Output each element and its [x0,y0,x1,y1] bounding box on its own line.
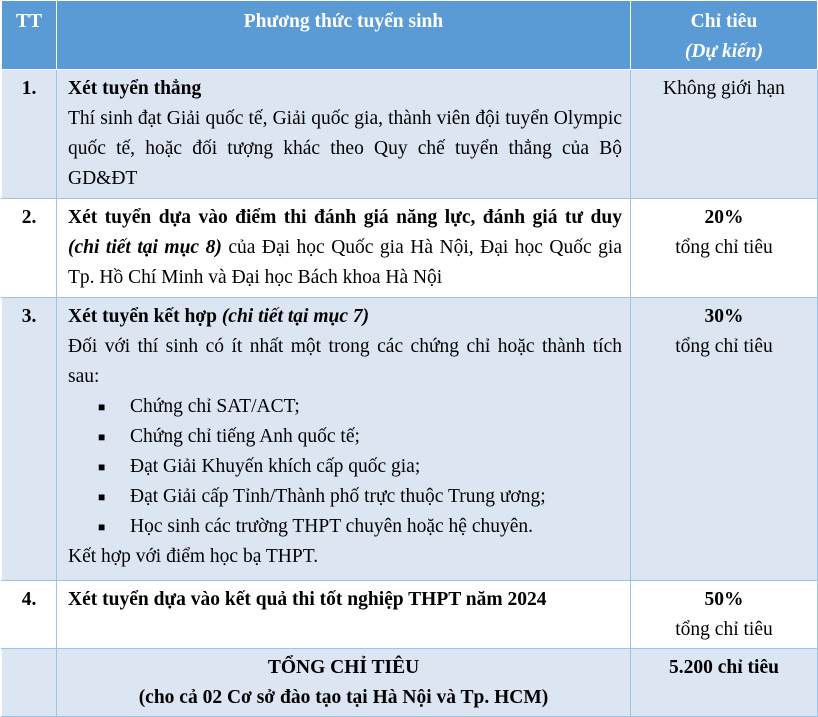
method-title-rest: của Đại học Quốc gia Hà Nội, Đại học Quốc gia Tp. Hồ Chí Minh và Đại học Bách khoa Hà Nội [68,237,622,288]
header-quota [631,1,818,70]
quota-value: 30% [704,306,744,327]
method-title: Xét tuyển thẳng [68,78,202,99]
row-quota [631,199,818,298]
row-method [57,581,631,649]
bullet-square-icon: ■ [98,490,106,504]
table-row [2,581,818,649]
method-reference: (chi tiết tại mục 7) [221,306,370,327]
row-number: 4. [2,581,57,649]
list-item-text: Chứng chỉ SAT/ACT; [130,396,300,417]
method-intro: Đối với thí sinh có ít nhất một trong các chứng chỉ hoặc thành tích sau: [68,336,622,387]
row-number: 3. [2,298,57,581]
header-method: Phương thức tuyển sinh [57,1,631,70]
total-value: 5.200 chỉ tiêu [631,649,818,717]
method-title: Xét tuyển dựa vào kết quả thi tốt nghiệp THPT năm 2024 [68,589,547,610]
total-label: TỔNG CHỈ TIÊU [267,657,420,678]
list-item-text: Chứng chỉ tiếng Anh quốc tế; [130,426,360,447]
bullet-square-icon: ■ [98,520,106,534]
header-quota-title: Chỉ tiêu [690,11,758,32]
method-title: Xét tuyển dựa vào điểm thi đánh giá năng lực, đánh giá tư duy [68,207,622,228]
bullet-square-icon: ■ [98,430,106,444]
row-quota [631,581,818,649]
method-description: Thí sinh đạt Giải quốc tế, Giải quốc gia, thành viên đội tuyển Olympic quốc tế, hoặc đối tượng khác theo Quy chế tuyển thẳng của Bộ GD&ĐT [68,108,622,189]
bullet-square-icon: ■ [98,460,106,474]
table-row [2,70,818,199]
table-header-row [2,1,818,70]
row-quota: Không giới hạn [631,70,818,199]
total-label-cell [57,649,631,717]
quota-label: tổng chỉ tiêu [675,336,773,357]
admission-table [1,0,818,717]
method-title: Xét tuyển kết hợp [68,306,217,327]
row-method [57,70,631,199]
table-row [2,298,818,581]
row-method [57,298,631,581]
list-item-text: Đạt Giải Khuyến khích cấp quốc gia; [130,456,421,477]
list-item [98,452,622,482]
row-number: 1. [2,70,57,199]
total-spacer [2,649,57,717]
quota-value: 20% [704,207,744,228]
list-item-text: Học sinh các trường THPT chuyên hoặc hệ chuyên. [130,516,534,537]
list-item [98,422,622,452]
method-reference: (chi tiết tại mục 8) [68,237,222,258]
header-quota-note: (Dự kiến) [684,41,764,62]
quota-label: tổng chỉ tiêu [675,237,773,258]
bullet-square-icon: ■ [98,400,106,414]
quota-value: 50% [704,589,744,610]
list-item [98,512,622,542]
row-method [57,199,631,298]
row-quota [631,298,818,581]
total-sublabel: (cho cả 02 Cơ sở đào tạo tại Hà Nội và Tp. HCM) [138,687,549,708]
list-item [98,392,622,422]
table-row [2,199,818,298]
list-item-text: Đạt Giải cấp Tỉnh/Thành phố trực thuộc Trung ương; [130,486,546,507]
list-item [98,482,622,512]
criteria-list [68,392,622,542]
header-tt: TT [2,1,57,70]
total-row [2,649,818,717]
row-number: 2. [2,199,57,298]
method-outro: Kết hợp với điểm học bạ THPT. [68,546,319,567]
quota-label: tổng chỉ tiêu [675,619,773,640]
